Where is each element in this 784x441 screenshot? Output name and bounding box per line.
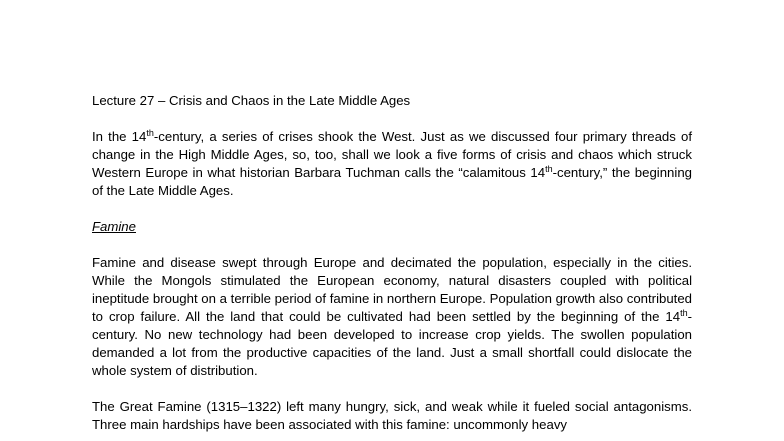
great-famine-paragraph <box>92 398 692 434</box>
document-body <box>92 92 692 441</box>
intro-text-3: -century,” the beginning of the Late Middle Ages. <box>92 165 692 198</box>
famine-paragraph <box>92 254 692 380</box>
intro-superscript-1: th <box>146 128 154 138</box>
great-famine-text: The Great Famine (1315–1322) left many hungry, sick, and weak while it fueled social antagonisms. Three main hardships have been associated with this famine: uncommonly heavy <box>92 399 692 432</box>
section-heading-famine <box>92 218 692 236</box>
famine-text-2: -century. No new technology had been developed to increase crop yields. The swollen population demanded a lot from the productive capacities of the land. Just a small shortfall could dislocate the whole system of distribution. <box>92 309 692 378</box>
famine-text-1: Famine and disease swept through Europe and decimated the population, especially in the cities. While the Mongols stimulated the European economy, natural disasters coupled with political ineptitude brought on a terrible period of famine in northern Europe. Population growth also contributed to crop failure. All the land that could be cultivated had been settled by the beginning of the 14 <box>92 255 692 324</box>
intro-paragraph <box>92 128 692 200</box>
intro-superscript-2: th <box>545 164 553 174</box>
lecture-title-text: Lecture 27 – Crisis and Chaos in the Late Middle Ages <box>92 93 411 108</box>
section-heading-text: Famine <box>92 219 136 234</box>
lecture-title <box>92 92 692 110</box>
intro-text-2: -century, a series of crises shook the West. Just as we discussed four primary threads of change in the High Middle Ages, so, too, shall we look a five forms of crisis and chaos which struck Western Europe in what historian Barbara Tuchman calls the “calamitous 14 <box>92 129 693 180</box>
famine-superscript-1: th <box>680 308 688 318</box>
intro-text-1: In the 14 <box>92 129 147 144</box>
